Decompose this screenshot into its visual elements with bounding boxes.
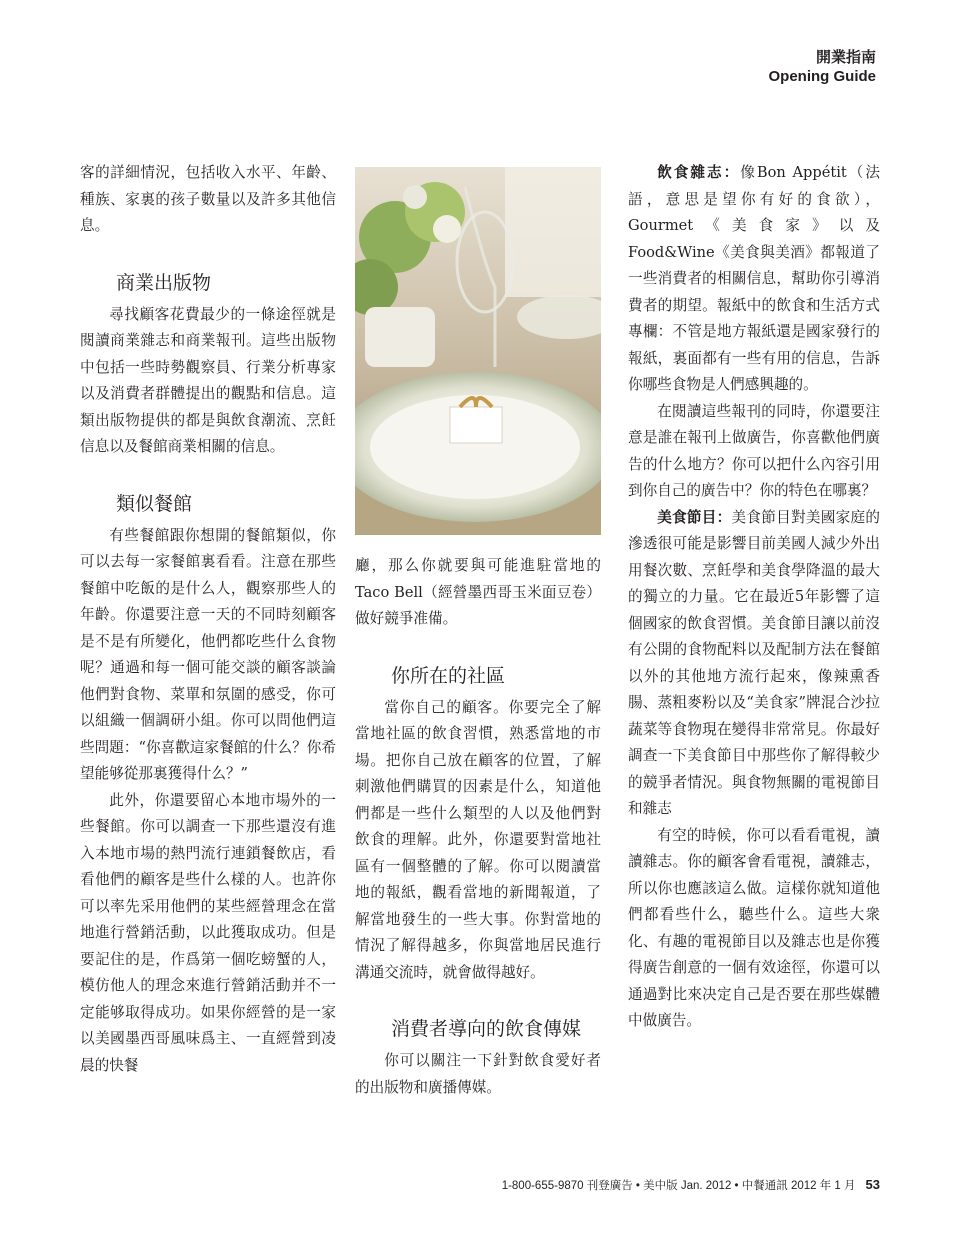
column-1 bbox=[80, 160, 336, 1079]
paragraph: 當你自己的顧客。你要完全了解當地社區的飲食習慣，熟悉當地的市場。把你自己放在顧客的位置，了解刺激他們購買的因素是什么，知道他們都是一些什么類型的人以及他們對飲食的理解。此外，你還要對當地社區有一個整體的了解。你可以閱讀當地的報紙，觀看當地的新聞報道，了解當地發生的一些大事。你對當地的情況了解得越多，你與當地居民進行溝通交流時，就會做得越好。 bbox=[355, 698, 601, 981]
paragraph-text: 像Bon Appétit（法語，意思是望你有好的食欲），Gourmet《美食家》以及Food&Wine《美食與美酒》都報道了一些消費者的相關信息，幫助你引導消費者的期望。報紙中的飲食和生活方式專欄：不管是地方報紙還是國家發行的報紙，裏面都有一些有用的信息，告訴你哪些食物是人們感興趣的。 bbox=[628, 164, 880, 393]
paragraph: 客的詳細情況，包括收入水平、年齡、種族、家裏的孩子數量以及許多其他信息。 bbox=[80, 164, 336, 234]
section-title-zh: 開業指南 bbox=[815, 49, 876, 66]
paragraph bbox=[628, 505, 880, 823]
footer-text: 1-800-655-9870 刊登廣告 • 美中版 Jan. 2012 • 中餐通訊 2012 年 1 月 bbox=[501, 1180, 856, 1192]
section-heading: 類似餐館 bbox=[116, 492, 193, 515]
section-header bbox=[769, 48, 877, 86]
page-number: 53 bbox=[865, 1177, 880, 1192]
column-3 bbox=[628, 160, 880, 1035]
paragraph bbox=[628, 160, 880, 399]
paragraph: 廳，那么你就要與可能進駐當地的Taco Bell（經營墨西哥玉米面豆卷）做好競爭准備。 bbox=[355, 557, 601, 627]
paragraph: 有些餐館跟你想開的餐館類似，你可以去每一家餐館裏看看。注意在那些餐館中吃飯的是什么人，觀察那些人的年齡。你還要注意一天的不同時刻顧客是不是有所變化，他們都吃些什么食物呢？通過和每一個可能交談的顧客談論他們對食物、菜單和氛圍的感受，你可以組織一個調研小組。你可以問他們這些問題：“你喜歡這家餐館的什么？你希望能够從那裏獲得什么？” bbox=[80, 526, 336, 782]
paragraph: 有空的時候，你可以看看電視，讀讀雜志。你的顧客會看電視，讀雜志，所以你也應該這么做。這樣你就知道他們都看些什么，聽些什么。這些大衆化、有趣的電視節目以及雜志也是你獲得廣告創意的一個有效途徑，你還可以通過對比來决定自己是否要在那些媒體中做廣告。 bbox=[628, 826, 880, 1029]
section-title-en: Opening Guide bbox=[768, 68, 876, 85]
paragraph: 你可以關注一下針對飲食愛好者的出版物和廣播傳媒。 bbox=[355, 1052, 601, 1096]
paragraph-text: 美食節目對美國家庭的滲透很可能是影響目前美國人減少外出用餐次數、烹飪學和美食學降溫的最大的獨立的力量。它在最近5年影響了這個國家的飲食習慣。美食節目讓以前沒有公開的食物配料以及配制方法在餐館以外的其他地方流行起來，像辣熏香腸、蒸粗麥粉以及“美食家”牌混合沙拉蔬菜等食物現在變得非常常見。你最好調查一下美食節目中那些你了解得較少的競爭者情況。與食物無關的電視節目和雜志 bbox=[628, 508, 880, 817]
paragraph: 在閱讀這些報刊的同時，你還要注意是誰在報刊上做廣告，你喜歡他們廣告的什么地方？你可以把什么內容引用到你自己的廣告中？你的特色在哪裏？ bbox=[628, 402, 880, 499]
column-2-text bbox=[355, 553, 601, 1101]
lead-term: 美食節目： bbox=[657, 508, 732, 526]
paragraph: 尋找顧客花費最少的一條途徑就是閱讀商業雜志和商業報刊。這些出版物中包括一些時勢觀察員、行業分析專家以及消費者群體提出的觀點和信息。這類出版物提供的都是與飲食潮流、烹飪信息以及餐館商業相關的信息。 bbox=[80, 305, 336, 455]
page-footer bbox=[0, 1177, 880, 1193]
lead-term: 飲食雜志： bbox=[657, 164, 741, 181]
section-heading: 消費者導向的飲食傳媒 bbox=[391, 1018, 582, 1040]
section-heading: 商業出版物 bbox=[116, 271, 212, 294]
paragraph: 此外，你還要留心本地市場外的一些餐館。你可以調查一下那些還沒有進入本地市場的熱門流行連鎖餐飲店，看看他們的顧客是些什么樣的人。也許你可以率先采用他們的某些經營理念在當地進行營銷活動，以此獲取成功。但是要記住的是，作爲第一個吃螃蟹的人，模仿他人的理念來進行營銷活動并不一定能够取得成功。如果你經營的是一家以美國墨西哥風味爲主、一直經營到凌晨的快餐 bbox=[80, 791, 336, 1074]
section-heading: 你所在的社區 bbox=[391, 664, 506, 687]
table-setting-photo bbox=[355, 167, 601, 535]
photo-illustration bbox=[355, 167, 601, 535]
